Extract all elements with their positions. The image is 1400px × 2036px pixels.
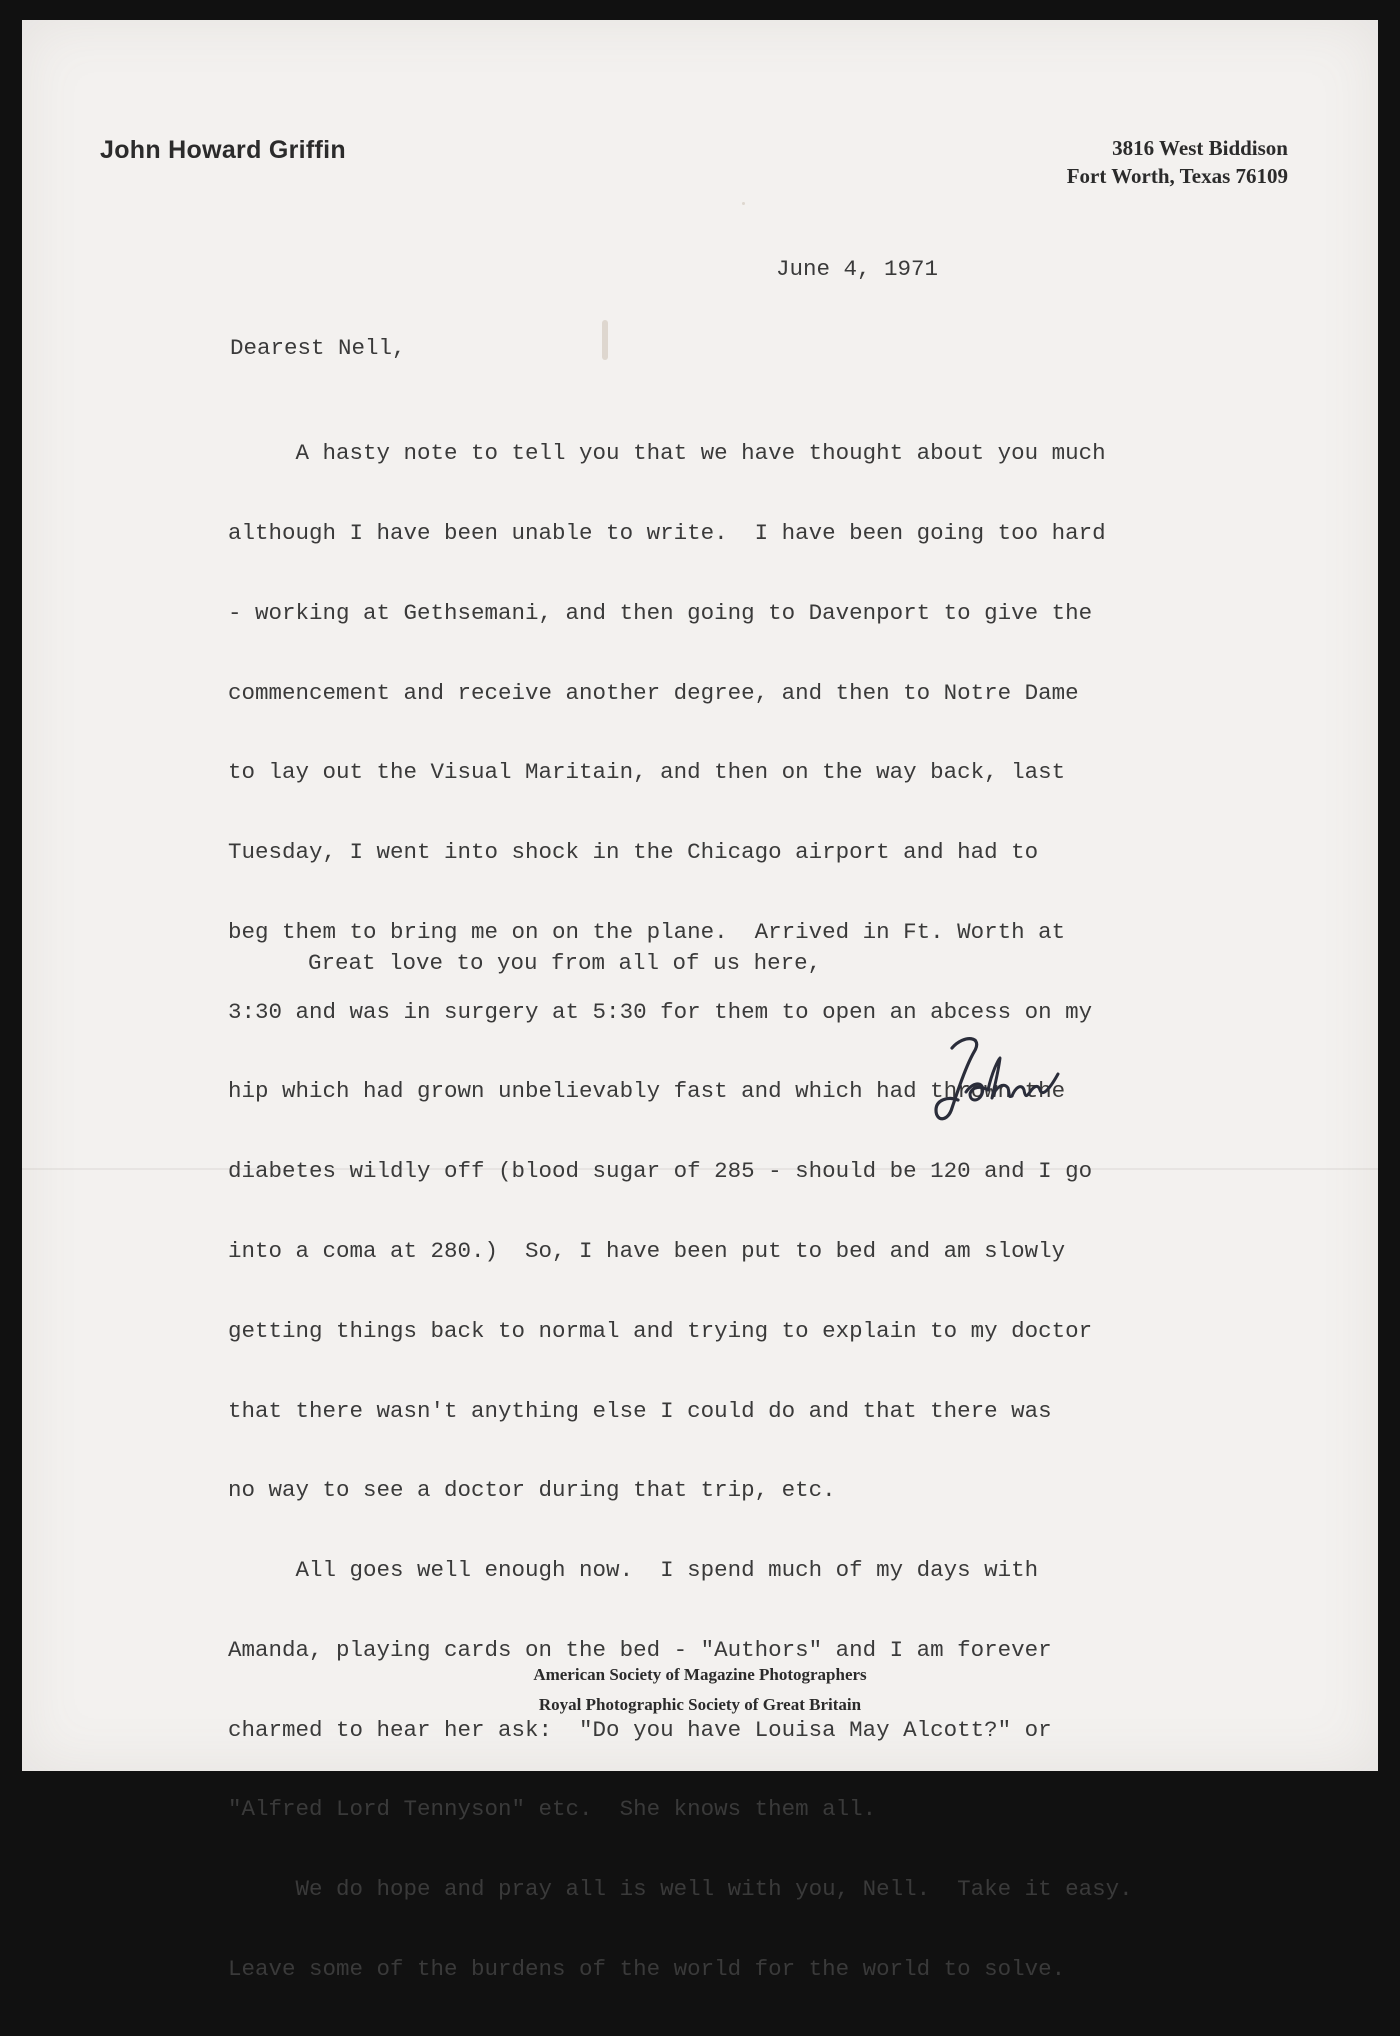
body-line: no way to see a doctor during that trip, etc.	[228, 1477, 836, 1504]
body-line: beg them to bring me on on the plane. Arrived in Ft. Worth at	[228, 918, 1066, 945]
letter-body	[228, 387, 1133, 2036]
body-line: hip which had grown unbelievably fast and which had thrown the	[228, 1078, 1066, 1105]
footer-society-1: American Society of Magazine Photographers	[533, 1665, 867, 1684]
body-line: 3:30 and was in surgery at 5:30 for them to open an abcess on my	[228, 998, 1093, 1025]
address-street: 3816 West Biddison	[1112, 136, 1288, 160]
body-line: diabetes wildly off (blood sugar of 285 - should be 120 and I go	[228, 1158, 1093, 1185]
letterhead-footer	[22, 1660, 1378, 1720]
body-line: commencement and receive another degree, and then to Notre Dame	[228, 679, 1079, 706]
body-line: - working at Gethsemani, and then going to Davenport to give the	[228, 599, 1093, 626]
body-line: We do hope and pray all is well with you, Nell. Take it easy.	[228, 1876, 1133, 1903]
handwritten-signature	[922, 1030, 1072, 1140]
body-line: charmed to hear her ask: "Do you have Louisa May Alcott?" or	[228, 1716, 1052, 1743]
paper-speck	[742, 202, 745, 205]
paper-stain	[602, 320, 608, 360]
body-line: Leave some of the burdens of the world for the world to solve.	[228, 1956, 1066, 1983]
body-line: into a coma at 280.) So, I have been put to bed and am slowly	[228, 1238, 1066, 1264]
address-city: Fort Worth, Texas 76109	[1066, 164, 1288, 188]
letterhead-name: John Howard Griffin	[100, 136, 346, 164]
body-line: although I have been unable to write. I have been going too hard	[228, 519, 1106, 546]
body-line: getting things back to normal and trying to explain to my doctor	[228, 1317, 1093, 1344]
letter-page	[22, 20, 1378, 1983]
body-line: Amanda, playing cards on the bed - "Authors" and I am forever	[228, 1636, 1052, 1663]
footer-society-2: Royal Photographic Society of Great Britain	[538, 1695, 862, 1714]
body-line: All goes well enough now. I spend much of my days with	[228, 1557, 1039, 1584]
body-line: that there wasn't anything else I could do and that there was	[228, 1397, 1052, 1424]
salutation: Dearest Nell,	[230, 335, 406, 361]
body-line: Tuesday, I went into shock in the Chicago airport and had to	[228, 839, 1039, 866]
letter-date: June 4, 1971	[776, 256, 939, 282]
body-line: to lay out the Visual Maritain, and then on the way back, last	[228, 759, 1066, 786]
closing: Great love to you from all of us here,	[308, 950, 822, 976]
body-line: A hasty note to tell you that we have thought about you much	[228, 440, 1106, 467]
letterhead-address	[1067, 134, 1288, 190]
body-line: "Alfred Lord Tennyson" etc. She knows them all.	[228, 1796, 877, 1823]
